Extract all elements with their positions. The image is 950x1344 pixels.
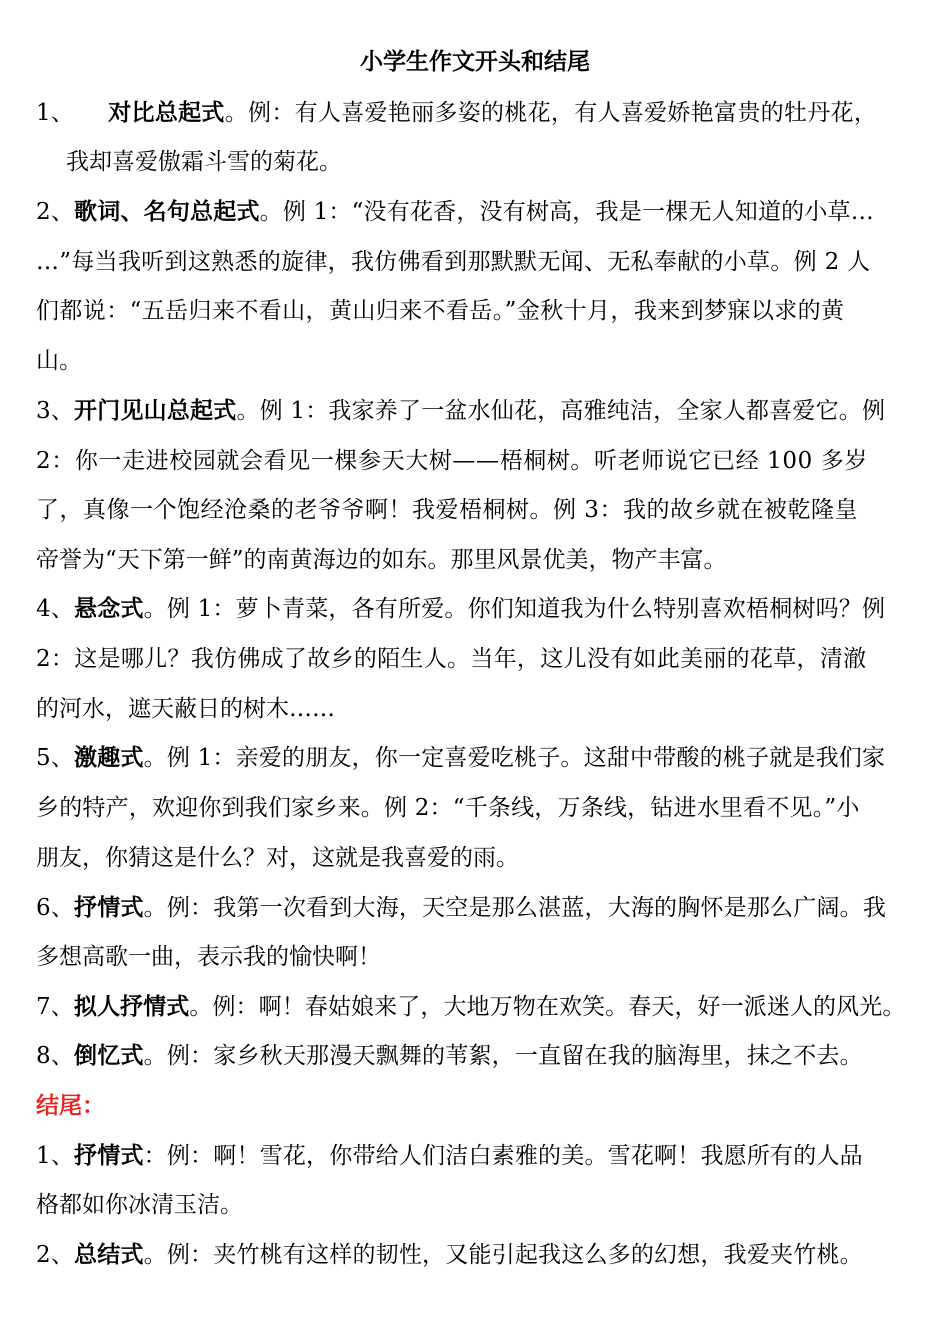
item-heading: 激趣式 bbox=[74, 745, 144, 771]
opening-item-4-line2 bbox=[36, 639, 866, 679]
item-text: 朋友，你猜这是什么？对，这就是我喜爱的雨。 bbox=[36, 845, 519, 871]
ending-item-2 bbox=[36, 1235, 863, 1275]
opening-item-8 bbox=[36, 1036, 863, 1076]
opening-item-3-line3 bbox=[36, 490, 858, 530]
item-text: 。例 1：“没有花香，没有树高，我是一棵无人知道的小草… bbox=[259, 199, 874, 225]
item-text: 的河水，遮天蔽日的树木…… bbox=[36, 696, 335, 722]
document-title: 小学生作文开头和结尾 bbox=[360, 49, 590, 75]
opening-item-5-line1 bbox=[36, 738, 885, 778]
item-heading: 歌词、名句总起式 bbox=[74, 199, 260, 225]
opening-item-2-line4 bbox=[36, 341, 82, 381]
opening-item-6-line1 bbox=[36, 888, 886, 928]
item-number: 1、 bbox=[36, 100, 75, 126]
item-heading: 抒情式 bbox=[74, 1143, 144, 1169]
item-number: 2、 bbox=[36, 1242, 75, 1268]
item-text: ：例：啊！雪花，你带给人们洁白素雅的美。雪花啊！我愿所有的人品 bbox=[143, 1143, 863, 1169]
item-text: 。例 1：我家养了一盆水仙花，高雅纯洁，全家人都喜爱它。例 bbox=[236, 398, 886, 424]
item-text: 。例 1：亲爱的朋友，你一定喜爱吃桃子。这甜中带酸的桃子就是我们家 bbox=[143, 745, 886, 771]
item-text: 。例：有人喜爱艳丽多姿的桃花，有人喜爱娇艳富贵的牡丹花， bbox=[224, 100, 878, 126]
opening-item-1-line1 bbox=[36, 93, 877, 133]
opening-item-2-line1 bbox=[36, 192, 874, 232]
item-text: 。例：家乡秋天那漫天飘舞的苇絮，一直留在我的脑海里，抹之不去。 bbox=[143, 1043, 863, 1069]
item-number: 4、 bbox=[36, 596, 75, 622]
item-heading: 倒忆式 bbox=[74, 1043, 144, 1069]
opening-item-3-line2 bbox=[36, 441, 868, 481]
opening-item-4-line3 bbox=[36, 689, 335, 729]
item-heading: 对比总起式 bbox=[108, 100, 225, 126]
item-heading: 悬念式 bbox=[74, 596, 144, 622]
item-heading: 拟人抒情式 bbox=[73, 994, 190, 1020]
opening-item-6-line2 bbox=[36, 937, 381, 977]
item-text: 。例：啊！春姑娘来了，大地万物在欢笑。春天，好一派迷人的风光。 bbox=[189, 994, 906, 1020]
item-text: 。例 1：萝卜青菜，各有所爱。你们知道我为什么特别喜欢梧桐树吗？例 bbox=[143, 596, 886, 622]
item-number: 3、 bbox=[36, 398, 75, 424]
opening-item-7 bbox=[36, 987, 905, 1027]
item-text: 。例：我第一次看到大海，天空是那么湛蓝，大海的胸怀是那么广阔。我 bbox=[143, 895, 887, 921]
item-number: 2、 bbox=[36, 199, 75, 225]
opening-item-1-line2 bbox=[66, 142, 342, 182]
item-text: 2：你一走进校园就会看见一棵参天大树——梧桐树。听老师说它已经 100 多岁 bbox=[36, 448, 868, 474]
opening-item-4-line1 bbox=[36, 589, 885, 629]
item-number: 5、 bbox=[36, 745, 75, 771]
opening-item-2-line3 bbox=[36, 291, 844, 331]
section-heading: 结尾： bbox=[36, 1093, 105, 1119]
item-number: 6、 bbox=[36, 895, 75, 921]
ending-item-1-line2 bbox=[36, 1185, 243, 1225]
ending-section-heading bbox=[36, 1086, 105, 1126]
item-number: 7、 bbox=[36, 994, 74, 1020]
item-number: 8、 bbox=[36, 1043, 75, 1069]
opening-item-2-line2 bbox=[36, 242, 870, 282]
item-text: 格都如你冰清玉洁。 bbox=[36, 1192, 243, 1218]
item-text: 帝誉为“天下第一鲜”的南黄海边的如东。那里风景优美，物产丰富。 bbox=[36, 547, 727, 573]
item-number: 1、 bbox=[36, 1143, 75, 1169]
item-text: 们都说：“五岳归来不看山，黄山归来不看岳。”金秋十月，我来到梦寐以求的黄 bbox=[36, 298, 845, 324]
item-text: 了，真像一个饱经沧桑的老爷爷啊！我爱梧桐树。例 3：我的故乡就在被乾隆皇 bbox=[36, 497, 858, 523]
opening-item-3-line4 bbox=[36, 540, 727, 580]
opening-item-3-line1 bbox=[36, 391, 885, 431]
item-text: 乡的特产，欢迎你到我们家乡来。例 2：“千条线，万条线，钻进水里看不见。”小 bbox=[36, 795, 860, 821]
item-text: 2：这是哪儿？我仿佛成了故乡的陌生人。当年，这儿没有如此美丽的花草，清澈 bbox=[36, 646, 867, 672]
opening-item-5-line2 bbox=[36, 788, 860, 828]
item-text: 山。 bbox=[36, 348, 82, 374]
item-heading: 抒情式 bbox=[74, 895, 144, 921]
item-text: 多想高歌一曲，表示我的愉快啊！ bbox=[36, 944, 381, 970]
ending-item-1-line1 bbox=[36, 1136, 863, 1176]
item-heading: 总结式 bbox=[74, 1242, 144, 1268]
item-heading: 开门见山总起式 bbox=[74, 398, 237, 424]
item-text: 我却喜爱傲霜斗雪的菊花。 bbox=[66, 149, 342, 175]
item-text: 。例：夹竹桃有这样的韧性，又能引起我这么多的幻想，我爱夹竹桃。 bbox=[143, 1242, 863, 1268]
item-text: …”每当我听到这熟悉的旋律，我仿佛看到那默默无闻、无私奉献的小草。例 2 人 bbox=[36, 249, 871, 275]
opening-item-5-line3 bbox=[36, 838, 519, 878]
